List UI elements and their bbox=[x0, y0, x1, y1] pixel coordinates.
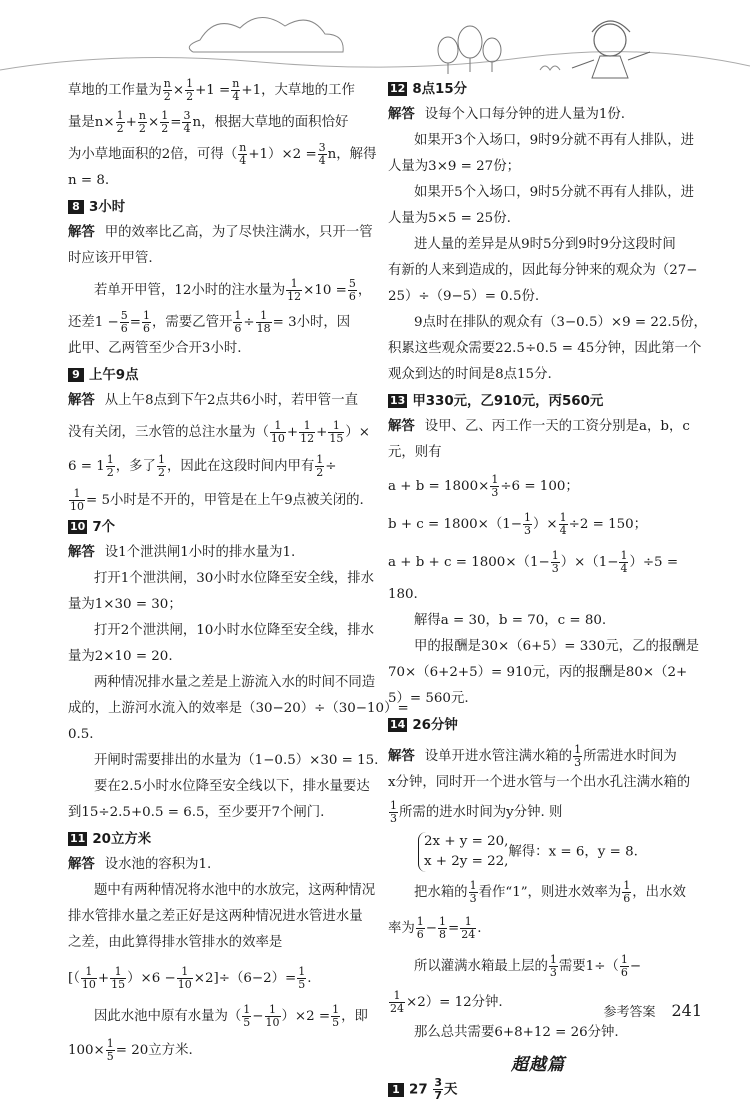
text-line: 6 = 1 $\frac{1}{2}$ ，多了 $\frac{1}{2}$ ，因此在这段时间内甲有 $\frac{1}{2}$ ÷ bbox=[68, 453, 337, 479]
text-line: 5）= 560元. bbox=[388, 691, 469, 706]
text-line: 为小草地面积的2倍，可得（ $\frac{n}{4}$ +1）×2 = $\frac{3}{4}$ n，解得 bbox=[68, 141, 377, 167]
question-heading: 11 20立方米 bbox=[70, 832, 152, 847]
fraction: $\frac{1}{5}$ bbox=[332, 1003, 340, 1029]
fraction: $\frac{1}{12}$ bbox=[287, 277, 302, 303]
footer-label: 参考答案 bbox=[603, 1005, 656, 1020]
fraction: $\frac{1}{24}$ bbox=[461, 915, 476, 941]
fraction: $\frac{1}{10}$ bbox=[70, 487, 84, 513]
question-heading: 14 26分钟 bbox=[390, 718, 458, 733]
text-line: 草地的工作量为 $\frac{n}{2}$ × $\frac{1}{2}$ +1 = $\frac{n}{4}$ +1，大草地的工作 bbox=[68, 77, 355, 103]
question-heading: 8 3小时 bbox=[68, 196, 368, 220]
text-line: 那么总共需要6+8+12 = 26分钟. bbox=[414, 1025, 619, 1040]
fraction: $\frac{1}{5}$ bbox=[243, 1003, 251, 1029]
fraction: $\frac{1}{2}$ bbox=[186, 77, 194, 103]
cloud-art bbox=[189, 17, 343, 52]
text-line: n = 8. bbox=[68, 173, 110, 188]
fraction: $\frac{1}{2}$ bbox=[157, 453, 165, 479]
text-line: 量为2×10 = 20. bbox=[68, 649, 173, 664]
question-heading: 12 8点15分 bbox=[390, 82, 468, 97]
flower-art bbox=[540, 66, 560, 70]
fraction: $\frac{1}{2}$ bbox=[316, 453, 324, 479]
fraction: $\frac{1}{15}$ bbox=[111, 965, 126, 991]
text-line: 两种情况排水量之差是上游流入水的时间不同造 bbox=[94, 675, 376, 690]
text-line: 因此水池中原有水量为（ $\frac{1}{5}$ − $\frac{1}{10}$ ）×2 = $\frac{1}{5}$ ，即 bbox=[94, 1003, 368, 1029]
text-line: $\frac{1}{24}$ ×2）= 12分钟. bbox=[390, 989, 503, 1015]
fraction: $\frac{1}{6}$ bbox=[143, 309, 151, 335]
fraction: $\frac{5}{6}$ bbox=[120, 309, 128, 335]
section-title: 超越篇 bbox=[511, 1055, 565, 1075]
fraction: $\frac{1}{10}$ bbox=[270, 419, 285, 445]
text-line: 打开2个泄洪闸，10小时水位降至安全线，排水 bbox=[94, 623, 374, 638]
text-line: 解答 设单开进水管注满水箱的 $\frac{1}{3}$ 所需进水时间为 bbox=[388, 743, 677, 769]
fraction: $\frac{n}{2}$ bbox=[138, 109, 146, 135]
text-line: 时应该开甲管. bbox=[68, 251, 153, 266]
fraction: $\frac{1}{4}$ bbox=[559, 511, 567, 537]
ground-line bbox=[0, 52, 750, 70]
question-heading: 13 甲330元，乙910元，丙560元 bbox=[390, 394, 604, 409]
text-line: 开闸时需要排出的水量为（1−0.5）×30 = 15. bbox=[94, 753, 379, 768]
tree-icon bbox=[438, 37, 458, 74]
fraction: $\frac{3}{7}$ bbox=[434, 1076, 442, 1102]
fraction: $\frac{1}{8}$ bbox=[439, 915, 447, 941]
text-line: 排水管排水量之差正好是这两种情况进水管进水量 bbox=[68, 909, 363, 924]
text-line: 题中有两种情况将水池中的水放完，这两种情况 bbox=[94, 883, 376, 898]
fraction: $\frac{1}{15}$ bbox=[329, 419, 344, 445]
text-line: 70×（6+2+5）= 910元，丙的报酬是80×（2+ bbox=[388, 665, 688, 680]
text-line: 成的，上游河水流入的效率是（30−20）÷（30−10）= bbox=[68, 701, 409, 716]
fraction: $\frac{n}{4}$ bbox=[239, 141, 247, 167]
right-column bbox=[388, 78, 707, 1103]
fraction: $\frac{1}{3}$ bbox=[549, 953, 557, 979]
fraction: $\frac{1}{3}$ bbox=[551, 549, 559, 575]
text-line: x分钟，同时开一个进水管与一个出水孔注满水箱的 bbox=[388, 775, 691, 790]
character-illustration bbox=[572, 21, 650, 78]
text-line: a + b = 1800× $\frac{1}{3}$ ÷6 = 100； bbox=[388, 473, 579, 499]
fraction: $\frac{1}{5}$ bbox=[106, 1037, 114, 1063]
fraction: $\frac{1}{6}$ bbox=[623, 879, 631, 905]
text-line: 要在2.5小时水位降至安全线以下，排水量要达 bbox=[94, 779, 370, 794]
text-line: 解得a = 30，b = 70，c = 80. bbox=[414, 613, 607, 628]
fraction: $\frac{1}{3}$ bbox=[469, 879, 477, 905]
text-line: 解答 设1个泄洪闸1小时的排水量为1. bbox=[68, 545, 296, 560]
text-line: 到15÷2.5+0.5 = 6.5，至少要开7个闸门. bbox=[68, 805, 325, 820]
text-line: 100× $\frac{1}{5}$ = 20立方米. bbox=[68, 1037, 193, 1063]
fraction: $\frac{n}{2}$ bbox=[163, 77, 171, 103]
text-line: 之差，由此算得排水管排水的效率是 bbox=[68, 935, 283, 950]
text-line: a + b + c = 1800×（1− $\frac{1}{3}$ ）×（1− $\frac{1}{4}$ ）÷5 = bbox=[388, 549, 679, 575]
fraction: $\frac{1}{3}$ bbox=[574, 743, 582, 769]
text-line: 25）÷（9−5）= 0.5份. bbox=[388, 289, 540, 304]
text-line: 解答 从上午8点到下午2点共6小时，若甲管一直 bbox=[68, 393, 358, 408]
fraction: $\frac{1}{10}$ bbox=[177, 965, 192, 991]
text-line: 量是n× $\frac{1}{2}$ + $\frac{n}{2}$ × $\frac{1}{2}$ = $\frac{3}{4}$ n，根据大草地的面积恰好 bbox=[68, 109, 349, 135]
fraction: $\frac{3}{4}$ bbox=[183, 109, 191, 135]
fraction: $\frac{1}{10}$ bbox=[265, 1003, 280, 1029]
text-line: 如果开5个入场口，9时5分就不再有人排队，进 bbox=[414, 185, 694, 200]
text-line: 有新的人来到造成的，因此每分钟来的观众为（27− bbox=[388, 263, 698, 278]
fraction: $\frac{1}{2}$ bbox=[161, 109, 169, 135]
text-line: 元，则有 bbox=[388, 445, 442, 460]
text-line: 量为1×30 = 30； bbox=[68, 597, 182, 612]
tree-icon bbox=[458, 26, 482, 72]
tree-icon bbox=[483, 38, 501, 72]
fraction: $\frac{1}{5}$ bbox=[298, 965, 306, 991]
equation-system: 2x + y = 20, x + 2y = 22, 解得：x = 6，y = 8. bbox=[388, 832, 688, 872]
fraction: $\frac{1}{6}$ bbox=[620, 953, 628, 979]
text-line: [（ $\frac{1}{10}$ + $\frac{1}{15}$ ）×6 − $\frac{1}{10}$ ×2]÷（6−2）= $\frac{1}{5}$ . bbox=[68, 965, 312, 991]
fraction: $\frac{1}{10}$ bbox=[81, 965, 96, 991]
fraction: $\frac{5}{6}$ bbox=[348, 277, 356, 303]
question-heading: 10 7个 bbox=[70, 520, 116, 535]
text-line: b + c = 1800×（1− $\frac{1}{3}$ ）× $\frac{1}{4}$ ÷2 = 150； bbox=[388, 511, 648, 537]
fraction: $\frac{1}{24}$ bbox=[390, 989, 404, 1015]
text-line: 积累这些观众需要22.5÷0.5 = 45分钟，因此第一个 bbox=[388, 341, 702, 356]
text-line: 解答 设甲、乙、丙工作一天的工资分别是a，b，c bbox=[388, 419, 690, 434]
text-line: 人量为3×9 = 27份； bbox=[388, 159, 520, 174]
fraction: $\frac{1}{3}$ bbox=[390, 799, 397, 825]
question-heading: 9 上午9点 bbox=[68, 364, 368, 388]
text-line: 解答 甲的效率比乙高，为了尽快注满水，只开一管 bbox=[68, 225, 373, 240]
fraction: $\frac{1}{3}$ bbox=[491, 473, 499, 499]
text-line: 所以灌满水箱最上层的 $\frac{1}{3}$ 需要1÷（ $\frac{1}{6}$ − bbox=[414, 953, 642, 979]
page-number: 241 bbox=[671, 1001, 702, 1020]
text-line: 如果开3个入场口，9时9分就不再有人排队，进 bbox=[414, 133, 694, 148]
text-line: 率为 $\frac{1}{6}$ − $\frac{1}{8}$ = $\frac{1}{24}$ . bbox=[388, 915, 482, 941]
fraction: $\frac{1}{2}$ bbox=[106, 453, 114, 479]
fraction: $\frac{1}{3}$ bbox=[523, 511, 531, 537]
text-line: 此甲、乙两管至少合开3小时. bbox=[68, 341, 242, 356]
text-line: 解答 设水池的容积为1. bbox=[68, 857, 212, 872]
text-line: 观众到达的时间是8点15分. bbox=[388, 367, 552, 382]
question-heading: 1 27 $\frac{3}{7}$ 天 bbox=[388, 1077, 688, 1103]
text-line: 没有关闭，三水管的总注水量为（ $\frac{1}{10}$ + $\frac{1}{12}$ + $\frac{1}{15}$ ）× bbox=[68, 419, 370, 445]
text-line: 解答 设每个入口每分钟的进人量为1份. bbox=[388, 107, 626, 122]
text-line: 若单开甲管，12小时的注水量为 $\frac{1}{12}$ ×10 = $\frac{5}{6}$ ， bbox=[94, 277, 372, 303]
text-line: 0.5. bbox=[68, 727, 94, 742]
text-line: 打开1个泄洪闸，30小时水位降至安全线，排水 bbox=[94, 571, 374, 586]
page-footer bbox=[603, 1001, 702, 1020]
text-line: 9点时在排队的观众有（3−0.5）×9 = 22.5份， bbox=[414, 315, 707, 330]
text-line: $\frac{1}{3}$ 所需的进水时间为y分钟. 则 bbox=[390, 799, 563, 825]
text-line: 进人量的差异是从9时5分到9时9分这段时间 bbox=[414, 237, 676, 252]
fraction: $\frac{1}{6}$ bbox=[416, 915, 424, 941]
text-line: 还差1 − $\frac{5}{6}$ = $\frac{1}{6}$ ，需要乙管开 $\frac{1}{6}$ ÷ $\frac{1}{18}$ = 3小时，因 bbox=[68, 309, 351, 335]
fraction: $\frac{1}{6}$ bbox=[234, 309, 242, 335]
fraction: $\frac{n}{4}$ bbox=[232, 77, 240, 103]
text-line: 人量为5×5 = 25份. bbox=[388, 211, 511, 226]
fraction: $\frac{1}{2}$ bbox=[116, 109, 124, 135]
fraction: $\frac{1}{18}$ bbox=[256, 309, 271, 335]
fraction: $\frac{1}{4}$ bbox=[620, 549, 628, 575]
text-line: 甲的报酬是30×（6+5）= 330元，乙的报酬是 bbox=[414, 639, 700, 654]
text-line: $\frac{1}{10}$ = 5小时是不开的，甲管是在上午9点被关闭的. bbox=[70, 487, 364, 513]
text-line: 把水箱的 $\frac{1}{3}$ 看作“1”，则进水效率为 $\frac{1}{6}$ ，出水效 bbox=[414, 879, 686, 905]
text-line: 180. bbox=[388, 587, 418, 602]
fraction: $\frac{3}{4}$ bbox=[318, 141, 326, 167]
fraction: $\frac{1}{12}$ bbox=[300, 419, 315, 445]
